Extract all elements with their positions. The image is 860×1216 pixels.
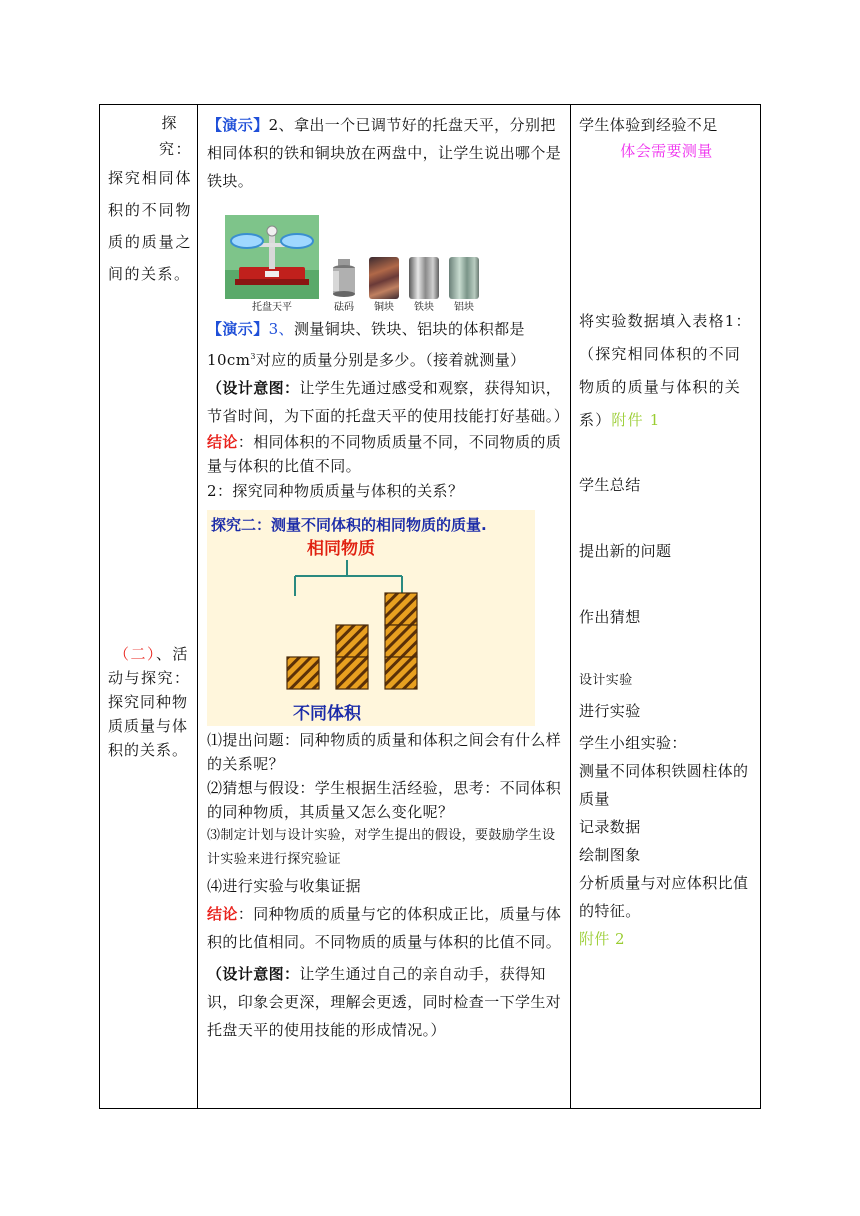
weight-image [329, 257, 359, 315]
intent-label: （设计意图： [207, 965, 300, 983]
stage1-word: 探 [161, 114, 178, 132]
intent1-paragraph [207, 374, 570, 430]
stage2-prefix: （二） [114, 645, 157, 663]
aluminum-image [449, 257, 479, 315]
iron-image [409, 257, 439, 315]
student-line2: 体会需要测量 [620, 142, 713, 160]
record-data: 记录数据 [579, 818, 641, 836]
step3: ⑶制定计划与设计实验，对学生提出的假设，要鼓励学生设计实验来进行探究验证 [207, 828, 556, 867]
balance-caption: 托盘天平 [252, 302, 292, 313]
aluminum-block-icon [449, 257, 479, 299]
demo1-paragraph [207, 111, 563, 195]
weight-caption: 砝码 [334, 302, 354, 313]
student-column [572, 105, 760, 1108]
iron-caption: 铁块 [414, 302, 434, 313]
demo-tag: 【演示】 [207, 116, 269, 134]
attachment1: 附件 1 [611, 411, 661, 429]
demo1-text: 2、拿出一个已调节好的托盘天平，分别把相同体积的铁和铜块放在两盘中，让学生说出哪个是铁块。 [207, 116, 562, 190]
stage1-description: 探究相同体积的不同物质的质量之间的关系。 [108, 169, 192, 283]
intent2-paragraph [207, 960, 563, 1044]
demo2-text-a: 测量铜块、铁块、铝块的体积都是10cm [207, 320, 525, 369]
measure-mass: 测量不同体积铁圆柱体的质量 [579, 762, 749, 808]
attachment2: 附件 2 [579, 930, 625, 948]
new-question: 提出新的问题 [579, 542, 672, 560]
conclusion-label: 结论 [207, 905, 238, 923]
demo-tag: 【演示】 [207, 320, 269, 338]
group-experiment: 学生小组实验： [579, 734, 687, 752]
conclusion-label: 结论 [207, 433, 238, 451]
step4: ⑷进行实验与收集证据 [207, 877, 362, 895]
intent1-text: 让学生先通过感受和观察，获得知识，节省时间，为下面的托盘天平的使用技能打好基础。） [207, 379, 570, 425]
demo2-text-b: 对应的质量分别是多少。（接着就测量） [255, 351, 526, 369]
draw-graph: 绘制图象 [579, 846, 641, 864]
intent-label: （设计意图： [207, 379, 300, 397]
stage2-suffix: 、活动与探究： [108, 645, 191, 687]
slide-top-label: 相同物质 [307, 539, 375, 559]
slide-title: 探究二：测量不同体积的相同物质的质量. [211, 516, 487, 534]
copper-caption: 铜块 [374, 302, 394, 313]
copper-image [369, 257, 399, 315]
fill-table-text: 将实验数据填入表格1：（探究相同体积的不同物质的质量与体积的关系） [579, 312, 752, 429]
iron-block-icon [409, 257, 439, 299]
demo2-paragraph [207, 315, 563, 374]
aluminum-caption: 铝块 [454, 302, 474, 313]
do-experiment: 进行实验 [579, 702, 641, 720]
stage1-word: 究： [158, 140, 192, 158]
demo2-number: 3、 [268, 320, 294, 338]
weight-icon [329, 257, 359, 299]
copper-block-icon [369, 257, 399, 299]
stage2-heading [108, 642, 192, 690]
step2: ⑵猜想与假设：学生根据生活经验，思考：不同体积的同种物质，其质量又怎么变化呢？ [207, 779, 562, 821]
student-summary: 学生总结 [579, 476, 641, 494]
demo2-sup: 3 [250, 352, 256, 361]
equipment-images [225, 203, 563, 315]
stage-column [100, 105, 198, 1108]
lesson-table [99, 104, 761, 1109]
fill-table-paragraph [579, 305, 754, 437]
step1: ⑴提出问题：同种物质的质量和体积之间会有什么样的关系呢？ [207, 731, 562, 773]
experiment-slide [207, 510, 535, 726]
experiment-diagram [207, 510, 535, 726]
teacher-column [199, 105, 571, 1108]
conclusion2-text: ：同种物质的质量与它的体积成正比，质量与体积的比值相同。不同物质的质量与体积的比值不同。 [207, 905, 562, 951]
analyze-ratio: 分析质量与对应体积比值的特征。 [579, 874, 749, 920]
stage2-description: 探究同种物质质量与体积的关系。 [108, 693, 189, 759]
slide-bottom-label: 不同体积 [293, 704, 361, 724]
intent2-text: 让学生通过自己的亲自动手，获得知识，印象会更深，理解会更透，同时检查一下学生对托盘天平的使用技能的形成情况。） [207, 965, 562, 1039]
balance-image [225, 215, 319, 315]
make-guess: 作出猜想 [579, 608, 641, 626]
student-line1: 学生体验到经验不足 [579, 116, 718, 134]
balance-icon [225, 215, 319, 299]
conclusion1-paragraph [207, 430, 563, 478]
design-experiment: 设计实验 [579, 673, 633, 688]
question2: 2：探究同种物质质量与体积的关系？ [207, 482, 464, 500]
conclusion2-paragraph [207, 900, 563, 956]
conclusion1-text: ：相同体积的不同物质质量不同，不同物质的质量与体积的比值不同。 [207, 433, 562, 475]
